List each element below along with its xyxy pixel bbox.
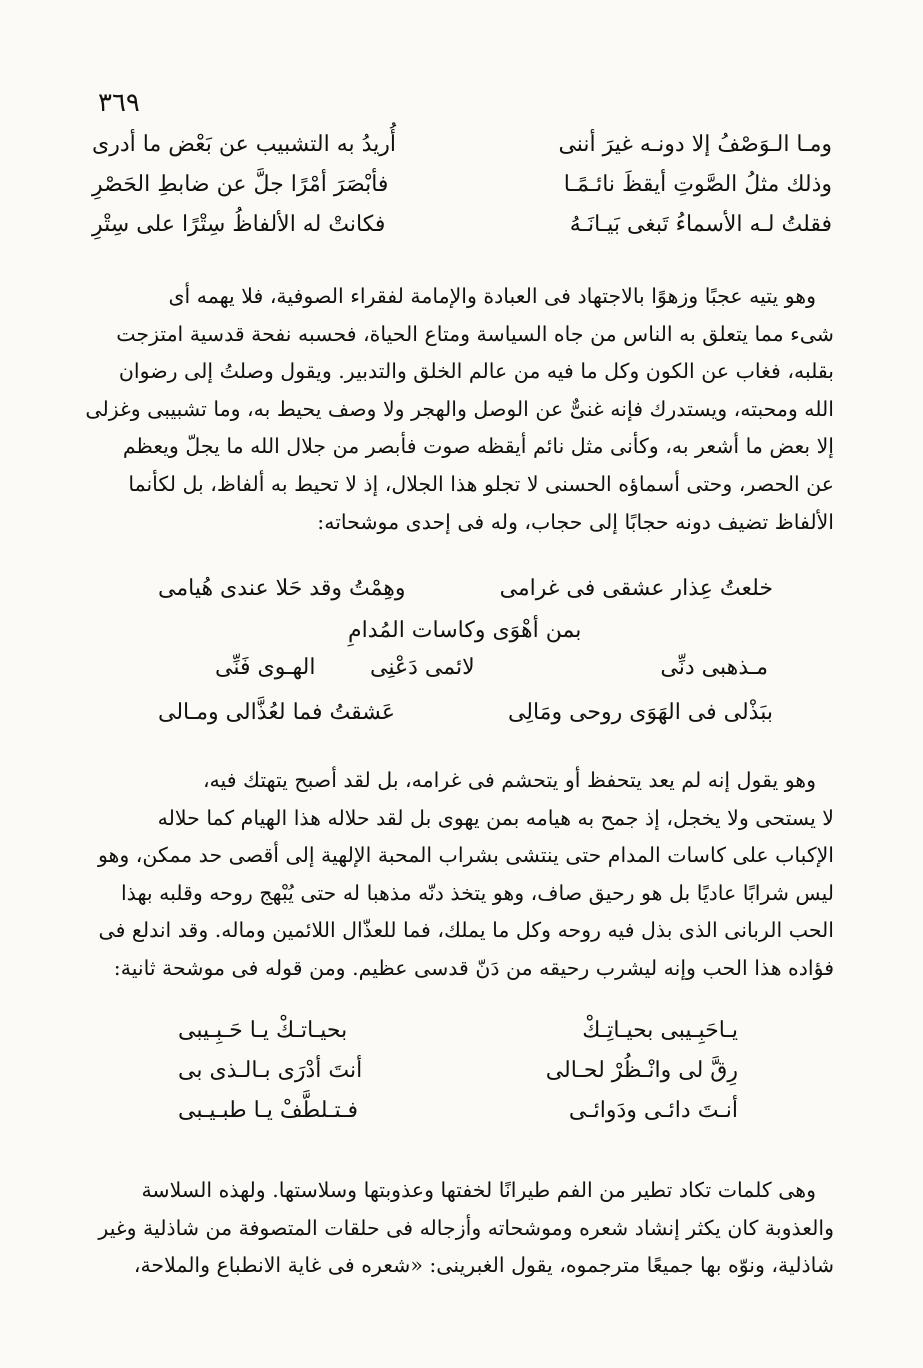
verse-hemistich-right: وذلك مثلُ الصَّوتِ أيقظَ نائـمًـا xyxy=(563,172,832,197)
muwashshah-2-verse xyxy=(178,1018,738,1058)
muwashshah-line: خلعتُ عِذار عشقى فى غرامى xyxy=(499,576,773,601)
poem-1 xyxy=(92,132,832,252)
verse-hemistich-left: فكانتْ له الألفاظُ سِتْرًا على سِتْرِ xyxy=(92,212,386,237)
text-line: وهى كلمات تكاد تطير من الفم طيرانًا لخفتها وعذوبتها وسلاستها. ولهذه السلاسة xyxy=(141,1178,816,1202)
poem-1-verse xyxy=(92,132,832,172)
text-line: والعذوبة كان يكثر إنشاد شعره وموشحاته وأزجاله فى حلقات المتصوفة من شاذلية وغير xyxy=(98,1215,834,1240)
muwashshah-2-verse xyxy=(178,1058,738,1098)
muwashshah-line: وهِمْتُ وقد حَلا عندى هُيامى xyxy=(158,576,406,601)
verse-hemistich-left: فأبْصَرَ أمْرًا جلَّ عن ضابطِ الحَصْرِ xyxy=(92,172,389,197)
text-line: وهو يقول إنه لم يعد يتحفظ أو يتحشم فى غرامه، بل لقد أصبح يتهتك فيه، xyxy=(202,768,816,792)
verse-hemistich-right: فقلتُ لـه الأسماءُ تَبغى بَيـانَـهُ xyxy=(569,212,832,237)
paragraph-2 xyxy=(88,762,834,988)
text-line: الألفاظ تضيف دونه حجابًا إلى حجاب، وله فى إحدى موشحاته: xyxy=(317,509,834,534)
poem-1-verse xyxy=(92,172,832,212)
muwashshah-line: بمن أهْوَى وكاسات المُدامِ xyxy=(348,618,582,643)
paragraph-3 xyxy=(88,1172,834,1285)
text-line: شىء مما يتعلق به الناس من جاه السياسة ومتاع الحياة، فحسبه نفحة قدسية امتزجت xyxy=(116,321,834,346)
text-line: شاذلية، ونوّه بها جميعًا مترجموه، يقول الغبرينى: «شعره فى غاية الانطباع والملاحة، xyxy=(133,1253,834,1278)
verse-hemistich-left: فـتـلطَّفْ يـا طبـيـبى xyxy=(178,1098,359,1123)
text-line: بقلبه، فغاب عن الكون وكل ما فيه من عالم الخلق والتدبير. ويقول وصلتُ إلى رضوان xyxy=(118,359,834,384)
verse-hemistich-right: أنـتَ دائـى ودَوائـى xyxy=(568,1098,738,1123)
muwashshah-line: ببَذْلى فى الهَوَى روحى ومَالِى xyxy=(507,700,773,725)
verse-hemistich-left: بحيـاتـكْ يـا حَـبِـيبى xyxy=(178,1018,348,1043)
muwashshah-2-verse xyxy=(178,1098,738,1138)
text-line: ليس شرابًا عاديًا بل هو رحيق صاف، وهو يتخذ دنّه مذهبا له حتى يُبْهج روحه وقلبه بهذا xyxy=(120,880,834,905)
muwashshah-2 xyxy=(178,1018,738,1138)
poem-1-verse xyxy=(92,212,832,252)
text-line: وهو يتيه عجبًا وزهوًا بالاجتهاد فى العبادة والإمامة لفقراء الصوفية، فلا يهمه أى xyxy=(168,284,816,308)
verse-hemistich-right: رِقَّ لى وانْـظُرْ لحـالى xyxy=(545,1058,738,1083)
verse-hemistich-left: أنتَ أدْرَى بـالـذى بى xyxy=(178,1058,363,1083)
text-line: الإكباب على كاسات المدام حتى ينتشى بشراب المحبة الإلهية إلى أقصى حد ممكن، وهو xyxy=(97,843,834,868)
paragraph-1 xyxy=(85,278,834,541)
text-line: عن الحصر، وحتى أسماؤه الحسنى لا تجلو هذا الجلال، إذ لا تحيط به ألفاظ، بل لكأنما xyxy=(128,471,834,496)
text-line: إلا بعض ما أشعر به، وكأنى مثل نائم أيقظه صوت فأبصر من جلال الله ما يجلّ ويعظم xyxy=(122,434,834,459)
muwashshah-line: الهـوى فَنِّى xyxy=(215,655,316,680)
text-line: الله ومحبته، ويستدرك فإنه غنىٌّ عن الوصل والهجر ولا وصف يحيط به، وما تشبيبى وغزلى xyxy=(85,396,834,421)
text-line: الحب الربانى الذى بذل فيه روحه وكل ما يملك، فما للعذّال اللائمين وماله. وقد اندلع فى xyxy=(98,918,834,943)
muwashshah-line: مـذهبى دنِّى xyxy=(660,655,768,680)
verse-hemistich-left: أُريدُ به التشبيب عن بَعْض ما أدرى xyxy=(92,132,397,157)
text-line: لا يستحى ولا يخجل، إذ جمح به هيامه بمن يهوى بل لقد حلاله هذا الهيام كما حلاله xyxy=(157,805,834,830)
page-number: ٣٦٩ xyxy=(98,88,140,118)
verse-hemistich-right: يـاحَبِـيبى بحيـاتِـكْ xyxy=(582,1018,738,1043)
text-line: فؤاده هذا الحب وإنه ليشرب رحيقه من دَنّ قدسى عظيم. ومن قوله فى موشحة ثانية: xyxy=(113,955,834,980)
verse-hemistich-right: ومـا الـوَصْفُ إلا دونـه غيرَ أننى xyxy=(558,132,832,157)
muwashshah-line: عَشقتُ فما لعُذَّالى ومـالى xyxy=(158,700,396,725)
muwashshah-line: لائمى دَعْنِى xyxy=(370,655,475,680)
